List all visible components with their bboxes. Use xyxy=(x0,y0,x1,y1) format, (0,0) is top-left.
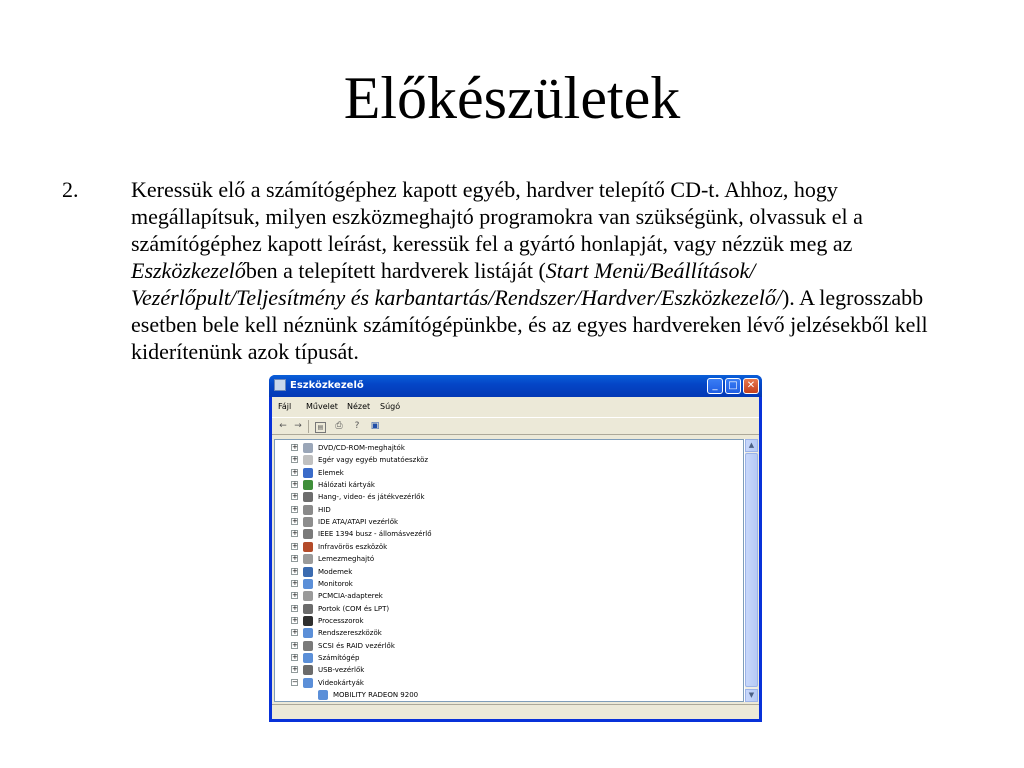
tree-item[interactable] xyxy=(275,640,735,652)
tree-item-label: IEEE 1394 busz - állomásvezérlő xyxy=(318,530,432,539)
infrared-icon xyxy=(303,542,313,552)
title-bar[interactable] xyxy=(269,375,762,397)
paragraph-text-2: ben a telepített hardverek listáját ( xyxy=(245,258,546,283)
expand-icon[interactable]: + xyxy=(292,443,298,451)
expand-icon[interactable]: + xyxy=(292,541,298,550)
tree-item[interactable] xyxy=(275,677,735,689)
print-icon[interactable]: ⎙ xyxy=(335,421,343,431)
menu-action[interactable]: Művelet xyxy=(306,402,338,411)
tree-item[interactable] xyxy=(275,467,735,479)
window-client xyxy=(272,397,759,719)
tree-item-label: USB-vezérlők xyxy=(318,666,365,675)
tree-item[interactable] xyxy=(275,590,735,602)
close-button[interactable]: ✕ xyxy=(743,378,759,394)
device-manager-window xyxy=(269,375,762,722)
toolbar-separator xyxy=(308,420,309,433)
scroll-down-button[interactable]: ▼ xyxy=(745,689,758,702)
display-adapter-icon xyxy=(318,690,328,700)
minimize-button[interactable]: _ xyxy=(707,378,723,394)
expand-icon[interactable]: + xyxy=(292,591,298,600)
menu-view[interactable]: Nézet xyxy=(347,402,371,411)
expand-icon[interactable]: + xyxy=(292,628,298,637)
forward-arrow-icon[interactable]: → xyxy=(294,421,302,431)
tree-item[interactable] xyxy=(275,627,735,639)
expand-icon[interactable]: + xyxy=(292,603,298,612)
collapse-icon[interactable]: − xyxy=(292,677,298,686)
menu-bar xyxy=(272,397,759,417)
tree-item-label: Elemek xyxy=(318,468,344,477)
sound-icon xyxy=(303,492,313,502)
tree-item[interactable] xyxy=(275,553,735,565)
network-card-icon xyxy=(303,480,313,490)
paragraph-italic-1: Eszközkezelő xyxy=(131,258,246,283)
back-arrow-icon[interactable]: ← xyxy=(279,421,287,431)
monitor-icon xyxy=(303,579,313,589)
window-title: Eszközkezelő xyxy=(290,380,364,391)
tree-item[interactable] xyxy=(275,664,735,676)
video-card-icon xyxy=(303,678,313,688)
ide-controller-icon xyxy=(303,517,313,527)
tree-item-label: HID xyxy=(318,505,331,514)
expand-icon[interactable]: + xyxy=(292,578,298,587)
expand-icon[interactable]: + xyxy=(292,492,298,501)
tree-item-label: Hang-, video- és játékvezérlők xyxy=(318,493,425,502)
tree-item-label: Monitorok xyxy=(318,579,353,588)
tree-item-label: Infravörös eszközök xyxy=(318,542,388,551)
tree-item-label: Rendszereszközök xyxy=(318,629,382,638)
device-tree[interactable] xyxy=(274,439,744,702)
tree-item-label: Videokártyák xyxy=(318,678,364,687)
tree-item-label: Portok (COM és LPT) xyxy=(318,604,390,613)
properties-icon[interactable]: ▤ xyxy=(315,422,326,433)
firewire-icon xyxy=(303,529,313,539)
tree-item[interactable] xyxy=(275,689,735,701)
tree-item-label: Processzorok xyxy=(318,616,364,625)
expand-icon[interactable]: + xyxy=(292,529,298,538)
expand-icon[interactable]: + xyxy=(292,480,298,489)
tree-item-label: Hálózati kártyák xyxy=(318,481,375,490)
expand-icon[interactable]: + xyxy=(292,467,298,476)
tree-item[interactable] xyxy=(275,479,735,491)
tree-item[interactable] xyxy=(275,652,735,664)
tree-item[interactable] xyxy=(275,504,735,516)
device-manager-icon xyxy=(274,379,286,391)
scan-hardware-icon[interactable]: ▣ xyxy=(370,421,380,431)
hid-icon xyxy=(303,505,313,515)
tree-item[interactable] xyxy=(275,491,735,503)
port-icon xyxy=(303,604,313,614)
mouse-icon xyxy=(303,455,313,465)
body-paragraph xyxy=(131,176,971,365)
menu-file[interactable]: Fájl xyxy=(278,402,292,411)
tree-item[interactable] xyxy=(275,454,735,466)
tree-item-label: PCMCIA-adapterek xyxy=(318,592,383,601)
pcmcia-icon xyxy=(303,591,313,601)
tree-item[interactable] xyxy=(275,566,735,578)
cdrom-icon xyxy=(303,443,313,453)
menu-help[interactable]: Súgó xyxy=(380,402,401,411)
tree-item-label: Lemezmeghajtó xyxy=(318,555,375,564)
tree-item-label: Számítógép xyxy=(318,653,360,662)
expand-icon[interactable]: + xyxy=(292,455,298,464)
paragraph-text-1: Keressük elő a számítógéphez kapott egyéb, hardver telepítő CD-t. Ahhoz, hogy megállapítsuk, milyen eszközmeghajtó programokra van szükségünk, olvassuk el a számítógéphez kapott leírást, keressük fel a gyártó honlapját, vagy nézzük meg az xyxy=(131,177,863,256)
expand-icon[interactable]: + xyxy=(292,615,298,624)
tree-item-label: MOBILITY RADEON 9200 xyxy=(333,691,419,699)
tree-item-label: Modemek xyxy=(318,567,353,576)
tree-item-label: DVD/CD-ROM-meghajtók xyxy=(318,444,405,452)
tree-item-label: Egér vagy egyéb mutatóeszköz xyxy=(318,456,429,465)
battery-icon xyxy=(303,468,313,478)
expand-icon[interactable]: + xyxy=(292,652,298,661)
system-device-icon xyxy=(303,628,313,638)
scroll-thumb[interactable] xyxy=(745,453,758,687)
tree-item[interactable] xyxy=(275,516,735,528)
expand-icon[interactable]: + xyxy=(292,554,298,563)
disk-drive-icon xyxy=(303,554,313,564)
expand-icon[interactable]: + xyxy=(292,640,298,649)
toolbar xyxy=(272,417,759,435)
tree-item[interactable] xyxy=(275,541,735,553)
tree-item-label: SCSI és RAID vezérlők xyxy=(318,641,395,650)
maximize-button[interactable]: □ xyxy=(725,378,741,394)
modem-icon xyxy=(303,567,313,577)
tree-item[interactable] xyxy=(275,578,735,590)
scroll-up-button[interactable]: ▲ xyxy=(745,439,758,452)
vertical-scrollbar[interactable] xyxy=(744,439,757,702)
expand-icon[interactable]: + xyxy=(292,504,298,513)
tree-item[interactable] xyxy=(275,603,735,615)
expand-icon[interactable]: + xyxy=(292,517,298,526)
paragraph-italic-2: Start Menü/Beállítások/ Vezérlőpult/Teljesítmény és karbantartás/Rendszer/Hardver/Eszközkezelő/ xyxy=(131,258,782,310)
status-bar xyxy=(272,704,759,719)
tree-item-label: IDE ATA/ATAPI vezérlők xyxy=(318,518,399,527)
processor-icon xyxy=(303,616,313,626)
tree-item[interactable] xyxy=(275,528,735,540)
list-number: 2. xyxy=(62,177,79,202)
help-icon[interactable]: ? xyxy=(354,421,360,431)
paragraph-text-3: ). A legrosszabb esetben bele kell néznünk számítógépünkbe, és az egyes hardvereken lévő jelzésekből kell kiderítenünk azok típusát. xyxy=(131,285,928,364)
computer-icon xyxy=(303,653,313,663)
tree-item[interactable] xyxy=(275,442,735,454)
tree-item[interactable] xyxy=(275,615,735,627)
expand-icon[interactable]: + xyxy=(292,566,298,575)
slide-title: Előkészületek xyxy=(343,65,681,131)
expand-icon[interactable]: + xyxy=(292,665,298,674)
usb-icon xyxy=(303,665,313,675)
scsi-icon xyxy=(303,641,313,651)
